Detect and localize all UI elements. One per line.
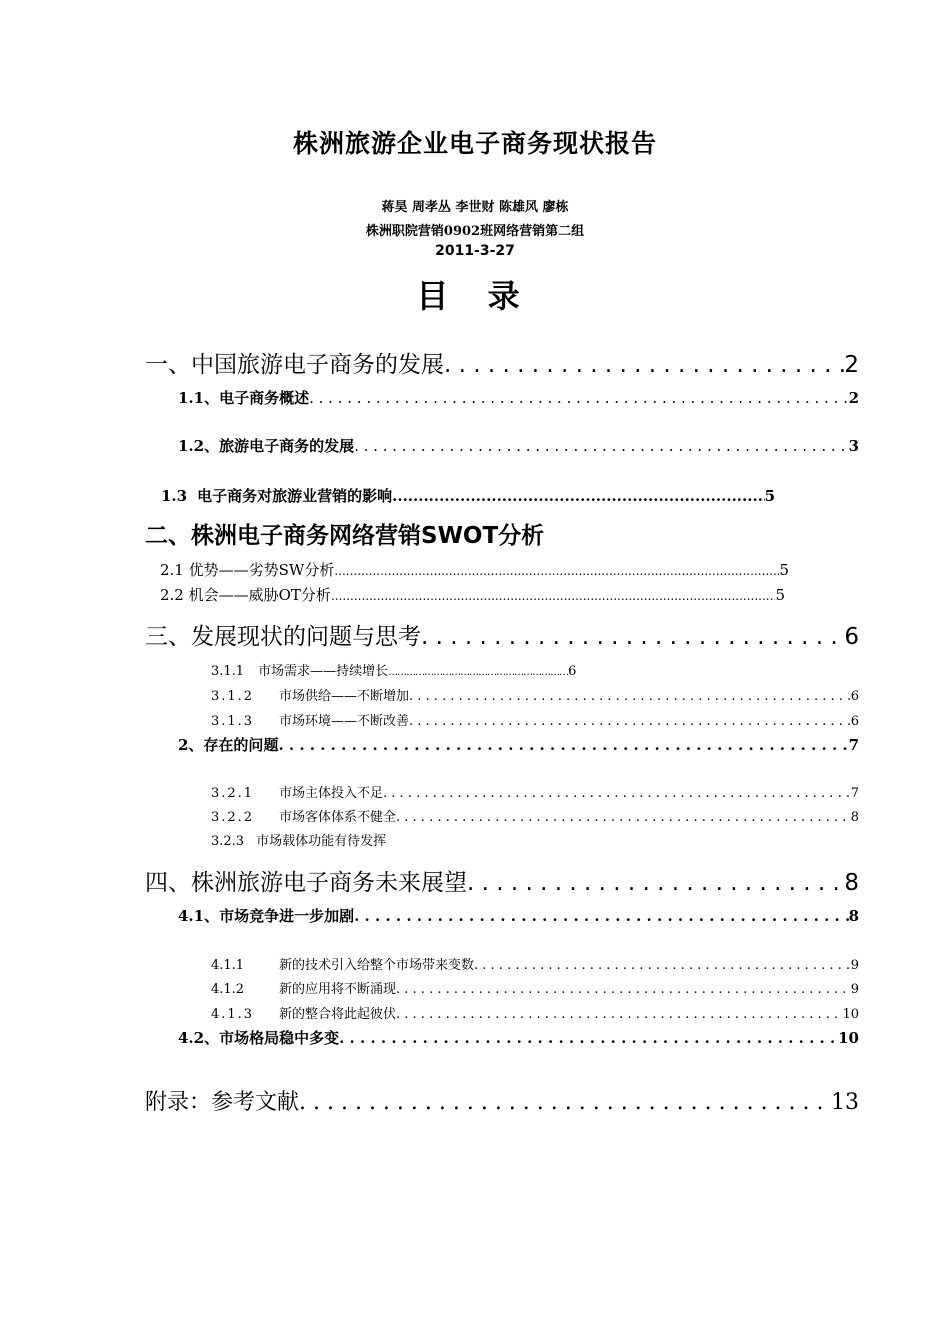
- toc-entry-section-2[interactable]: [145, 517, 859, 550]
- toc-leader: [354, 907, 848, 925]
- toc-entry-number: 3.1.3: [211, 714, 255, 729]
- toc-entry-section-1[interactable]: [145, 346, 859, 379]
- toc-entry-2-1[interactable]: [160, 559, 789, 580]
- toc-entry-title: 电子商务对旅游业营销的影响: [197, 487, 393, 505]
- toc-entry-3-2-2[interactable]: [211, 806, 859, 825]
- toc-page-number: 6: [844, 624, 859, 650]
- toc-entry-title: 新的技术引入给整个市场带来变数: [279, 958, 475, 973]
- toc-entry-title: 新的应用将不断涌现: [279, 982, 397, 997]
- toc-leader: [396, 982, 851, 997]
- toc-page-number: 9: [850, 982, 859, 997]
- toc-entry-title: 新的整合将此起彼伏: [279, 1007, 397, 1022]
- toc-entry-title: 市场载体功能有待发挥: [256, 834, 387, 849]
- toc-entry-3-2-3[interactable]: [211, 830, 511, 849]
- toc-leader: [409, 689, 851, 704]
- toc-entry-title: 2.1 优势——劣势SW分析: [160, 561, 335, 579]
- toc-entry-3-2-1[interactable]: [211, 782, 859, 801]
- toc-entry-4-2[interactable]: [178, 1027, 859, 1048]
- toc-leader: [396, 1007, 842, 1022]
- document-title: 株洲旅游企业电子商务现状报告: [292, 129, 657, 158]
- toc-entry-title: 市场环境——不断改善: [279, 714, 410, 729]
- toc-entry-4-1-1[interactable]: [211, 954, 859, 973]
- toc-entry-title: 附录：参考文献: [145, 1090, 300, 1115]
- toc-page-number: 6: [850, 689, 859, 704]
- toc-entry-section-3[interactable]: [145, 618, 859, 651]
- toc-entry-title: 2、存在的问题: [178, 736, 279, 754]
- affiliation-line: 株洲职院营销0902班网络营销第二组: [365, 224, 585, 239]
- toc-page-number: 8: [850, 810, 859, 825]
- toc-leader: [309, 389, 848, 407]
- toc-entry-section-4[interactable]: [145, 864, 859, 897]
- toc-entry-title: 4.2、市场格局稳中多变: [178, 1029, 340, 1047]
- toc-leader: ……………………………………………………: [388, 667, 569, 678]
- toc-entry-number: 3.2.3: [211, 834, 245, 849]
- report-date: 2011-3-27: [435, 243, 515, 259]
- toc-entry-title: 四、株洲旅游电子商务未来展望: [145, 870, 467, 896]
- toc-entry-title: 一、中国旅游电子商务的发展: [145, 352, 444, 378]
- toc-entry-number: 4.1.3: [211, 1007, 255, 1022]
- toc-entry-1-2[interactable]: [178, 435, 859, 456]
- toc-entry-title: 4.1、市场竞争进一步加剧: [178, 907, 355, 925]
- toc-entry-number: 3.1.1: [211, 664, 245, 679]
- toc-leader: [474, 958, 851, 973]
- toc-page-number: 5: [779, 561, 789, 579]
- toc-leader: [444, 352, 844, 378]
- toc-page-number: 8: [848, 907, 859, 925]
- toc-leader: [299, 1090, 831, 1115]
- toc-heading: 目 录: [416, 277, 534, 315]
- toc-page-number: 6: [850, 714, 859, 729]
- toc-entry-4-1[interactable]: [178, 905, 859, 926]
- toc-leader: [409, 714, 851, 729]
- toc-entry-title: 市场需求——持续增长: [258, 664, 389, 679]
- toc-page-number: 7: [848, 736, 859, 754]
- toc-entry-number: 3.2.2: [211, 810, 255, 825]
- toc-page-number: 5: [764, 487, 775, 505]
- authors-line: 蒋昊 周孝丛 李世财 陈雄风 廖栋: [381, 200, 569, 215]
- toc-entry-title: 1.2、旅游电子商务的发展: [178, 437, 355, 455]
- toc-leader: [392, 487, 764, 505]
- toc-page-number: 10: [838, 1029, 859, 1047]
- toc-leader: [334, 564, 779, 578]
- toc-entry-number: 4.1.2: [211, 982, 245, 997]
- toc-entry-title: 市场客体体系不健全: [279, 810, 397, 825]
- toc-page-number: 5: [775, 586, 785, 604]
- toc-page-number: 2: [844, 352, 859, 378]
- toc-entry-3-1-2[interactable]: [211, 685, 859, 704]
- toc-entry-number: 4.1.1: [211, 958, 245, 973]
- toc-leader: [467, 870, 844, 896]
- toc-entry-1-3[interactable]: [161, 485, 775, 506]
- toc-page-number: 7: [850, 786, 859, 801]
- toc-leader: [331, 589, 776, 603]
- toc-entry-title: 2.2 机会——威胁OT分析: [160, 586, 331, 604]
- toc-entry-4-1-3[interactable]: [211, 1003, 859, 1022]
- toc-entry-title: 市场主体投入不足: [279, 786, 384, 801]
- toc-leader: [421, 624, 844, 650]
- toc-page-number: 6: [568, 664, 577, 679]
- toc-page-number: 10: [842, 1007, 859, 1022]
- toc-entry-2-2[interactable]: [160, 584, 785, 605]
- toc-entry-3-1-3[interactable]: [211, 710, 859, 729]
- toc-entry-title: 1.1、电子商务概述: [178, 389, 310, 407]
- toc-entry-1-1[interactable]: [178, 387, 859, 408]
- toc-entry-title: 市场供给——不断增加: [279, 689, 410, 704]
- toc-entry-title: 二、株洲电子商务网络营销SWOT分析: [145, 523, 545, 549]
- toc-entry-number: 3.2.1: [211, 786, 255, 801]
- toc-leader: [339, 1029, 838, 1047]
- toc-page-number: 13: [831, 1090, 859, 1115]
- toc-leader: [383, 786, 851, 801]
- toc-page-number: 9: [850, 958, 859, 973]
- toc-leader: [354, 437, 848, 455]
- toc-entry-title: 三、发展现状的问题与思考: [145, 624, 421, 650]
- toc-entry-number: 1.3: [161, 487, 188, 505]
- toc-page-number: 2: [848, 389, 859, 407]
- toc-entry-4-1-2[interactable]: [211, 978, 859, 997]
- toc-leader: [278, 736, 848, 754]
- toc-page-number: 3: [848, 437, 859, 455]
- toc-entry-3-1-1[interactable]: [211, 660, 791, 679]
- toc-entry-appendix[interactable]: [145, 1085, 859, 1116]
- toc-entry-number: 3.1.2: [211, 689, 255, 704]
- toc-page-number: 8: [844, 870, 859, 896]
- toc-entry-3-2[interactable]: [178, 734, 859, 755]
- toc-leader: [396, 810, 851, 825]
